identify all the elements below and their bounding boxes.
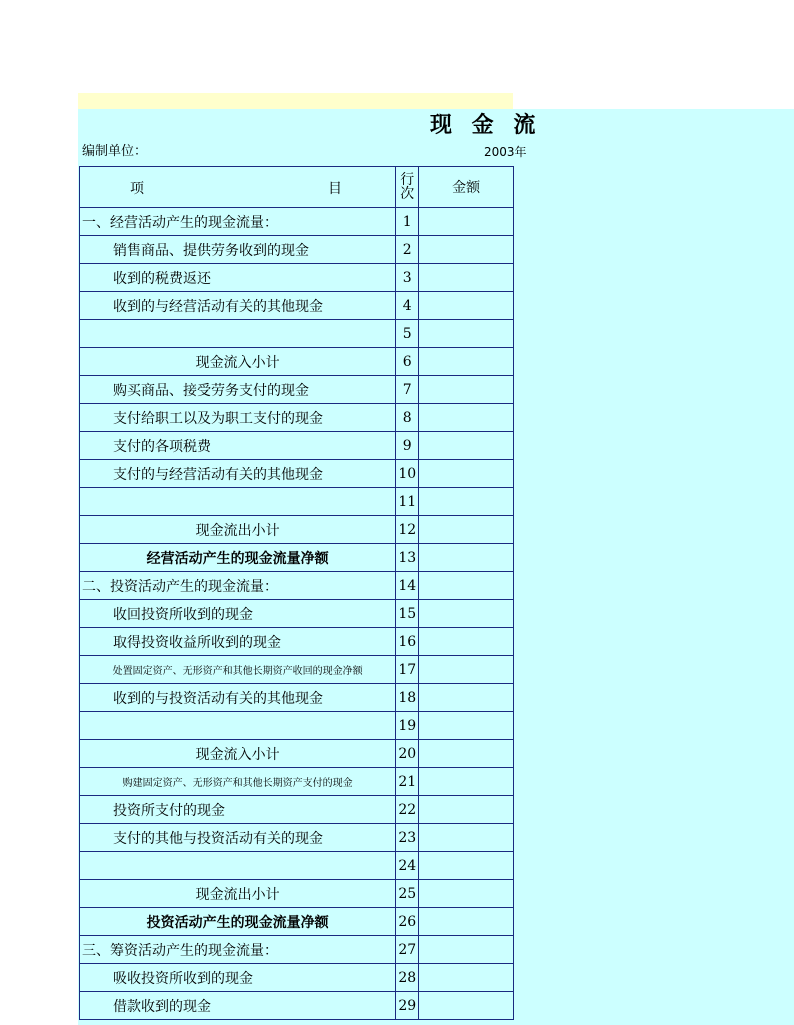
row-line-number: 8 <box>396 404 419 432</box>
row-line-number: 25 <box>396 880 419 908</box>
page-title: 现 金 流 <box>430 112 542 138</box>
column-header-amount: 金额 <box>419 167 514 208</box>
row-amount-cell[interactable] <box>419 992 514 1020</box>
table-row <box>80 880 514 908</box>
table-row <box>80 600 514 628</box>
row-amount-cell[interactable] <box>419 600 514 628</box>
row-amount-cell[interactable] <box>419 852 514 880</box>
table-row <box>80 852 514 880</box>
row-item-label: 二、投资活动产生的现金流量： <box>80 572 396 600</box>
row-item-label <box>80 320 396 348</box>
row-line-number: 9 <box>396 432 419 460</box>
row-amount-cell[interactable] <box>419 936 514 964</box>
table-row <box>80 292 514 320</box>
table-row <box>80 908 514 936</box>
row-line-number: 19 <box>396 712 419 740</box>
row-amount-cell[interactable] <box>419 964 514 992</box>
row-amount-cell[interactable] <box>419 796 514 824</box>
table-row <box>80 264 514 292</box>
row-line-number: 22 <box>396 796 419 824</box>
row-line-number: 29 <box>396 992 419 1020</box>
row-item-label: 三、筹资活动产生的现金流量： <box>80 936 396 964</box>
unit-label: 编制单位： <box>82 144 148 159</box>
column-header-item <box>80 167 396 208</box>
table-row <box>80 404 514 432</box>
table-row <box>80 768 514 796</box>
row-item-label: 吸收投资所收到的现金 <box>80 964 396 992</box>
row-amount-cell[interactable] <box>419 572 514 600</box>
row-amount-cell[interactable] <box>419 824 514 852</box>
row-item-label: 经营活动产生的现金流量净额 <box>80 544 396 572</box>
row-item-label: 处置固定资产、无形资产和其他长期资产收回的现金净额 <box>80 656 396 684</box>
row-line-number: 17 <box>396 656 419 684</box>
row-line-number: 23 <box>396 824 419 852</box>
row-item-label: 购买商品、接受劳务支付的现金 <box>80 376 396 404</box>
table-row <box>80 656 514 684</box>
row-item-label: 支付的各项税费 <box>80 432 396 460</box>
row-line-number: 24 <box>396 852 419 880</box>
table-row <box>80 796 514 824</box>
row-item-label: 现金流出小计 <box>80 880 396 908</box>
header-band <box>78 93 513 109</box>
table-row <box>80 628 514 656</box>
table-header-row <box>80 167 514 208</box>
row-item-label: 收到的与经营活动有关的其他现金 <box>80 292 396 320</box>
row-item-label: 收到的与投资活动有关的其他现金 <box>80 684 396 712</box>
row-amount-cell[interactable] <box>419 628 514 656</box>
row-amount-cell[interactable] <box>419 684 514 712</box>
table-row <box>80 516 514 544</box>
table-row <box>80 376 514 404</box>
row-item-label: 投资活动产生的现金流量净额 <box>80 908 396 936</box>
row-line-number: 16 <box>396 628 419 656</box>
row-item-label: 现金流入小计 <box>80 740 396 768</box>
row-amount-cell[interactable] <box>419 880 514 908</box>
row-item-label: 销售商品、提供劳务收到的现金 <box>80 236 396 264</box>
table-row <box>80 964 514 992</box>
row-amount-cell[interactable] <box>419 208 514 236</box>
row-line-number: 5 <box>396 320 419 348</box>
table-row <box>80 348 514 376</box>
row-item-label: 支付的其他与投资活动有关的现金 <box>80 824 396 852</box>
row-item-label: 现金流入小计 <box>80 348 396 376</box>
table-row <box>80 936 514 964</box>
row-amount-cell[interactable] <box>419 376 514 404</box>
table-row <box>80 432 514 460</box>
row-line-number: 14 <box>396 572 419 600</box>
table-row <box>80 320 514 348</box>
row-line-number: 6 <box>396 348 419 376</box>
row-amount-cell[interactable] <box>419 404 514 432</box>
table-row <box>80 572 514 600</box>
row-amount-cell[interactable] <box>419 656 514 684</box>
row-item-label <box>80 712 396 740</box>
row-line-number: 4 <box>396 292 419 320</box>
column-header-line-no-label: 行次 <box>400 172 415 202</box>
row-line-number: 27 <box>396 936 419 964</box>
row-line-number: 10 <box>396 460 419 488</box>
cash-flow-table <box>79 166 514 1020</box>
table-row <box>80 208 514 236</box>
row-line-number: 7 <box>396 376 419 404</box>
table-row <box>80 992 514 1020</box>
row-amount-cell[interactable] <box>419 908 514 936</box>
row-item-label: 投资所支付的现金 <box>80 796 396 824</box>
row-line-number: 15 <box>396 600 419 628</box>
table-row <box>80 740 514 768</box>
table-row <box>80 684 514 712</box>
row-amount-cell[interactable] <box>419 320 514 348</box>
row-item-label: 收到的税费返还 <box>80 264 396 292</box>
row-line-number: 26 <box>396 908 419 936</box>
column-header-item-part1: 项 <box>130 181 144 197</box>
row-item-label: 支付给职工以及为职工支付的现金 <box>80 404 396 432</box>
row-line-number: 2 <box>396 236 419 264</box>
row-amount-cell[interactable] <box>419 348 514 376</box>
table-row <box>80 488 514 516</box>
row-amount-cell[interactable] <box>419 236 514 264</box>
row-amount-cell[interactable] <box>419 740 514 768</box>
row-line-number: 1 <box>396 208 419 236</box>
row-item-label <box>80 852 396 880</box>
table-row <box>80 712 514 740</box>
row-line-number: 11 <box>396 488 419 516</box>
table-row <box>80 460 514 488</box>
row-item-label: 借款收到的现金 <box>80 992 396 1020</box>
row-item-label: 取得投资收益所收到的现金 <box>80 628 396 656</box>
column-header-line-no <box>396 167 419 208</box>
row-amount-cell[interactable] <box>419 544 514 572</box>
row-line-number: 20 <box>396 740 419 768</box>
row-item-label: 现金流出小计 <box>80 516 396 544</box>
row-amount-cell[interactable] <box>419 292 514 320</box>
row-amount-cell[interactable] <box>419 264 514 292</box>
row-line-number: 12 <box>396 516 419 544</box>
row-amount-cell[interactable] <box>419 432 514 460</box>
date-label: 2003年 <box>484 145 527 159</box>
row-item-label: 一、经营活动产生的现金流量： <box>80 208 396 236</box>
column-header-item-part2: 目 <box>328 181 342 197</box>
row-item-label: 购建固定资产、无形资产和其他长期资产支付的现金 <box>80 768 396 796</box>
row-line-number: 18 <box>396 684 419 712</box>
row-item-label: 收回投资所收到的现金 <box>80 600 396 628</box>
row-amount-cell[interactable] <box>419 460 514 488</box>
row-amount-cell[interactable] <box>419 488 514 516</box>
row-amount-cell[interactable] <box>419 516 514 544</box>
table-row <box>80 824 514 852</box>
row-line-number: 28 <box>396 964 419 992</box>
row-item-label: 支付的与经营活动有关的其他现金 <box>80 460 396 488</box>
row-line-number: 3 <box>396 264 419 292</box>
row-amount-cell[interactable] <box>419 768 514 796</box>
row-amount-cell[interactable] <box>419 712 514 740</box>
row-line-number: 13 <box>396 544 419 572</box>
row-item-label <box>80 488 396 516</box>
table-row <box>80 544 514 572</box>
table-row <box>80 236 514 264</box>
row-line-number: 21 <box>396 768 419 796</box>
